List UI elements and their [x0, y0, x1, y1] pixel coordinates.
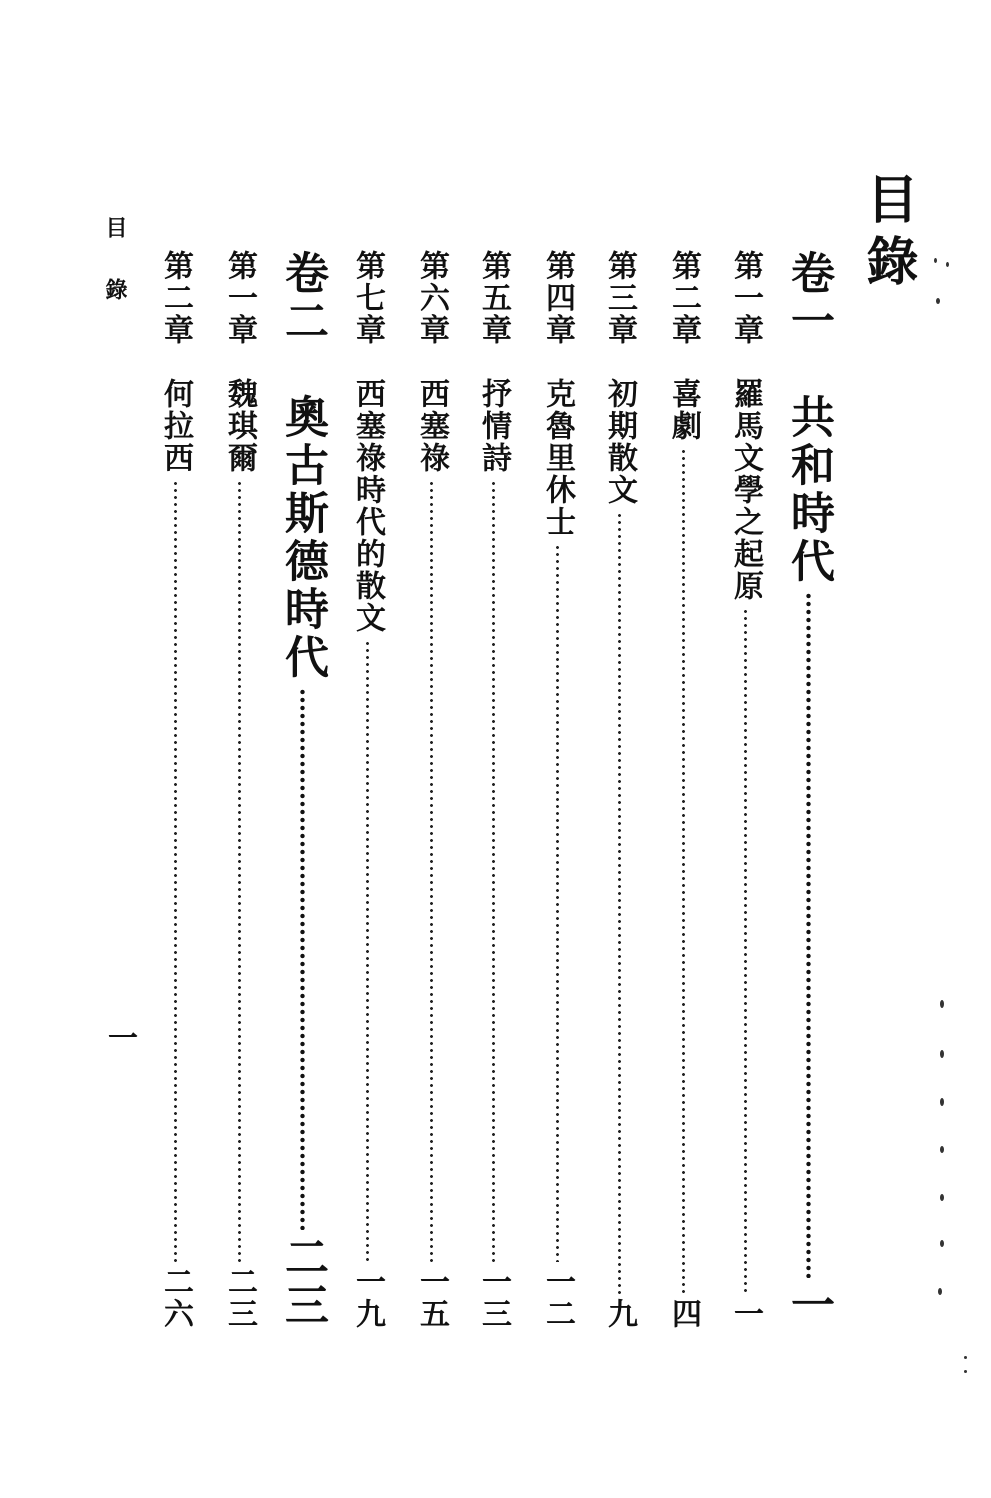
toc-page-number: 九 — [602, 1298, 637, 1330]
toc-entry-label: 第六章 西塞祿 — [414, 250, 449, 474]
scan-speck — [940, 1050, 944, 1058]
toc-volume-heading: 卷二 奧古斯德時代 — [277, 250, 328, 682]
toc-page-number: 一 — [728, 1298, 763, 1330]
dot-leader — [682, 448, 685, 1294]
toc-entry-label: 第二章 何拉西 — [158, 250, 193, 474]
page-title: 目錄 — [857, 172, 918, 296]
toc-entry[interactable] — [222, 250, 257, 1330]
dot-leader — [174, 480, 177, 1262]
dot-leader — [618, 512, 621, 1294]
scan-speck — [940, 1194, 944, 1201]
toc-page-number: 一九 — [350, 1266, 385, 1330]
scan-speck — [964, 1356, 967, 1359]
toc-page-number: 四 — [666, 1298, 701, 1330]
toc-entry[interactable] — [602, 250, 637, 1330]
toc-page-number: 二六 — [158, 1266, 193, 1330]
toc-entry-label: 第一章 羅馬文學之起原 — [728, 250, 763, 602]
toc-entry[interactable] — [158, 250, 193, 1330]
toc-entry-label: 第一章 魏琪爾 — [222, 250, 257, 474]
dot-leader — [366, 640, 369, 1262]
toc-page-number: 一三 — [476, 1266, 511, 1330]
dot-leader — [556, 544, 559, 1262]
toc-entry[interactable] — [728, 250, 763, 1330]
running-head: 目錄 — [102, 216, 128, 340]
scan-speck — [940, 1240, 944, 1247]
toc-entry[interactable] — [540, 250, 575, 1330]
dot-leader — [806, 592, 811, 1278]
dot-leader — [492, 480, 495, 1262]
dot-leader — [300, 688, 305, 1230]
toc-entry-label: 第四章 克魯里休士 — [540, 250, 575, 538]
dot-leader — [744, 608, 747, 1294]
toc-volume-2[interactable] — [277, 250, 328, 1330]
toc-page-number: 二三 — [277, 1234, 328, 1330]
dot-leader — [238, 480, 241, 1262]
scan-speck — [938, 1288, 942, 1295]
toc-page-number: 一二 — [540, 1266, 575, 1330]
scan-speck — [940, 1098, 944, 1106]
toc-entry-label: 第二章 喜劇 — [666, 250, 701, 442]
toc-entry[interactable] — [414, 250, 449, 1330]
toc-entry[interactable] — [476, 250, 511, 1330]
folio-page-number: 一 — [102, 1022, 137, 1052]
scan-speck — [940, 1146, 944, 1153]
toc-volume-1[interactable] — [783, 250, 834, 1330]
toc-page-number: 一五 — [414, 1266, 449, 1330]
toc-entry-label: 第七章 西塞祿時代的散文 — [350, 250, 385, 634]
toc-entry-label: 第五章 抒情詩 — [476, 250, 511, 474]
toc-entry[interactable] — [666, 250, 701, 1330]
toc-page-number: 二三 — [222, 1266, 257, 1330]
scan-speck — [934, 258, 937, 263]
toc-page-number: 一 — [783, 1282, 834, 1330]
scan-speck — [940, 1000, 944, 1008]
toc-entry[interactable] — [350, 250, 385, 1330]
scan-speck — [946, 262, 949, 267]
toc-entry-label: 第三章 初期散文 — [602, 250, 637, 506]
scan-speck — [936, 298, 940, 304]
dot-leader — [430, 480, 433, 1262]
scan-speck — [964, 1370, 967, 1373]
toc-volume-heading: 卷一 共和時代 — [783, 250, 834, 586]
